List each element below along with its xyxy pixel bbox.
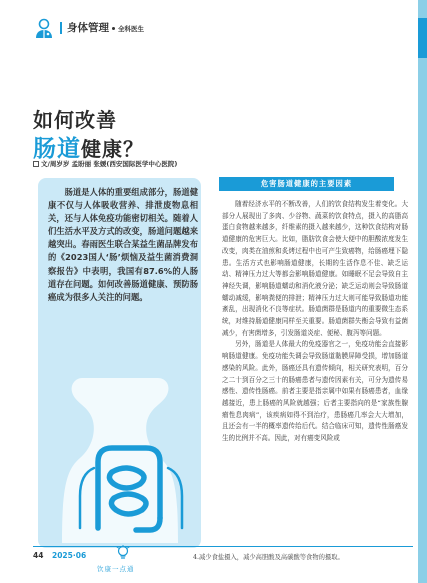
lead-paragraph: 肠道是人体的重要组成部分，肠道健康不仅与人体吸收营养、排泄废物息相关，还与人体免疫功能密切相关。随着人们生活水平及方式的改变，肠道问题越来越突出。春雨医生联合某益生菌品牌发布的《2023国人‘肠’烦恼及益生菌消费洞察报告》中表明，我国有87.6%的人肠道存在问题。如何改善肠道健康、预防肠癌成为很多人关注的问题。	[48, 187, 198, 302]
header-divider	[60, 22, 62, 34]
box-heading-banner: 危害肠道健康的主要因素	[219, 177, 394, 191]
separator-dot	[112, 27, 115, 30]
byline-text: 文/周岁岁 孟盼丽 张媛(西安国际医学中心医院)	[41, 160, 178, 168]
magazine-brand: 饮康一点通	[97, 565, 135, 573]
byline-box-icon	[33, 161, 39, 167]
bulb-icon	[116, 545, 130, 561]
article-title-line1: 如何改善	[33, 108, 117, 132]
byline	[33, 159, 177, 168]
article-title-rest: 健康？	[81, 137, 144, 161]
body-paragraph: 另外，肠道是人体最大的免疫器官之一，免疫功能会直接影响肠道健康。免疫功能失调会导致肠道黏膜屏障受损，增加肠道感染的风险。此外，肠癌还具有遗传倾向，相关研究表明，百分之二十到百分之三十的肠癌患者与遗传因素有关，可分为遗传易感性、遗传性肠癌。前者主要是指亲属中如果有肠癌患者，血缘越接近，患上肠癌的风险就越强；后者主要指向的是“家族性腺瘤性息肉病”，该疾病如得不到治疗，患肠癌几率会大大增加，且还会有一半的概率遗传给后代。结合临床可知，遗传性肠癌发生的比例并不高。因此，对有癌变风险或	[222, 340, 408, 443]
section-name: 身体管理	[67, 22, 109, 34]
issue-number: 2025·06	[52, 551, 87, 560]
footer-rule	[33, 546, 413, 547]
intestine-illustration	[40, 378, 200, 543]
page-number: 44	[33, 551, 44, 560]
body-paragraph: 随着经济水平的不断改善，人们的饮食结构发生着变化。大部分人展现出了多肉、少谷物、蔬菜的饮食特点，摄入的高脂高蛋白食物越来越多，纤维素的摄入越来越少，这种饮食结构对肠道健康的危害巨大。比如，脂肪饮食会使大便中的胆酸浓度发生改变，肉类在油煎和炙烤过程中也可产生致癌物，给肠癌埋下隐患。生活方式也影响肠道健康，长期的生活作息不佳、缺乏运动、精神压力过大等都会影响肠道健康。如睡眠不足会导致自主神经失调，影响肠道蠕动和消化液分泌；缺乏运动则会导致肠道蠕动减缓，影响粪便的排泄；精神压力过大则可能导致肠道功能紊乱，出现消化不良等症状。肠道菌群是肠道内的重要微生态系统，对维持肠道健康同样至关重要。肠道菌群失衡会导致有益菌减少，有害菌增多，引发肠道炎症、便秘、腹泻等问题。	[222, 200, 408, 337]
side-rail-band	[418, 18, 427, 58]
doctor-icon	[33, 17, 55, 39]
footer-teaser: 4.减少食盐摄入，减少高胆酸及高碳酸等食物的摄取。	[193, 554, 344, 561]
page-header	[0, 0, 427, 40]
side-rail	[418, 0, 427, 583]
article-title-accent: 肠道	[33, 135, 81, 162]
section-title	[67, 20, 144, 35]
subsection-name: 全科医生	[118, 25, 144, 33]
article-body	[222, 199, 408, 445]
